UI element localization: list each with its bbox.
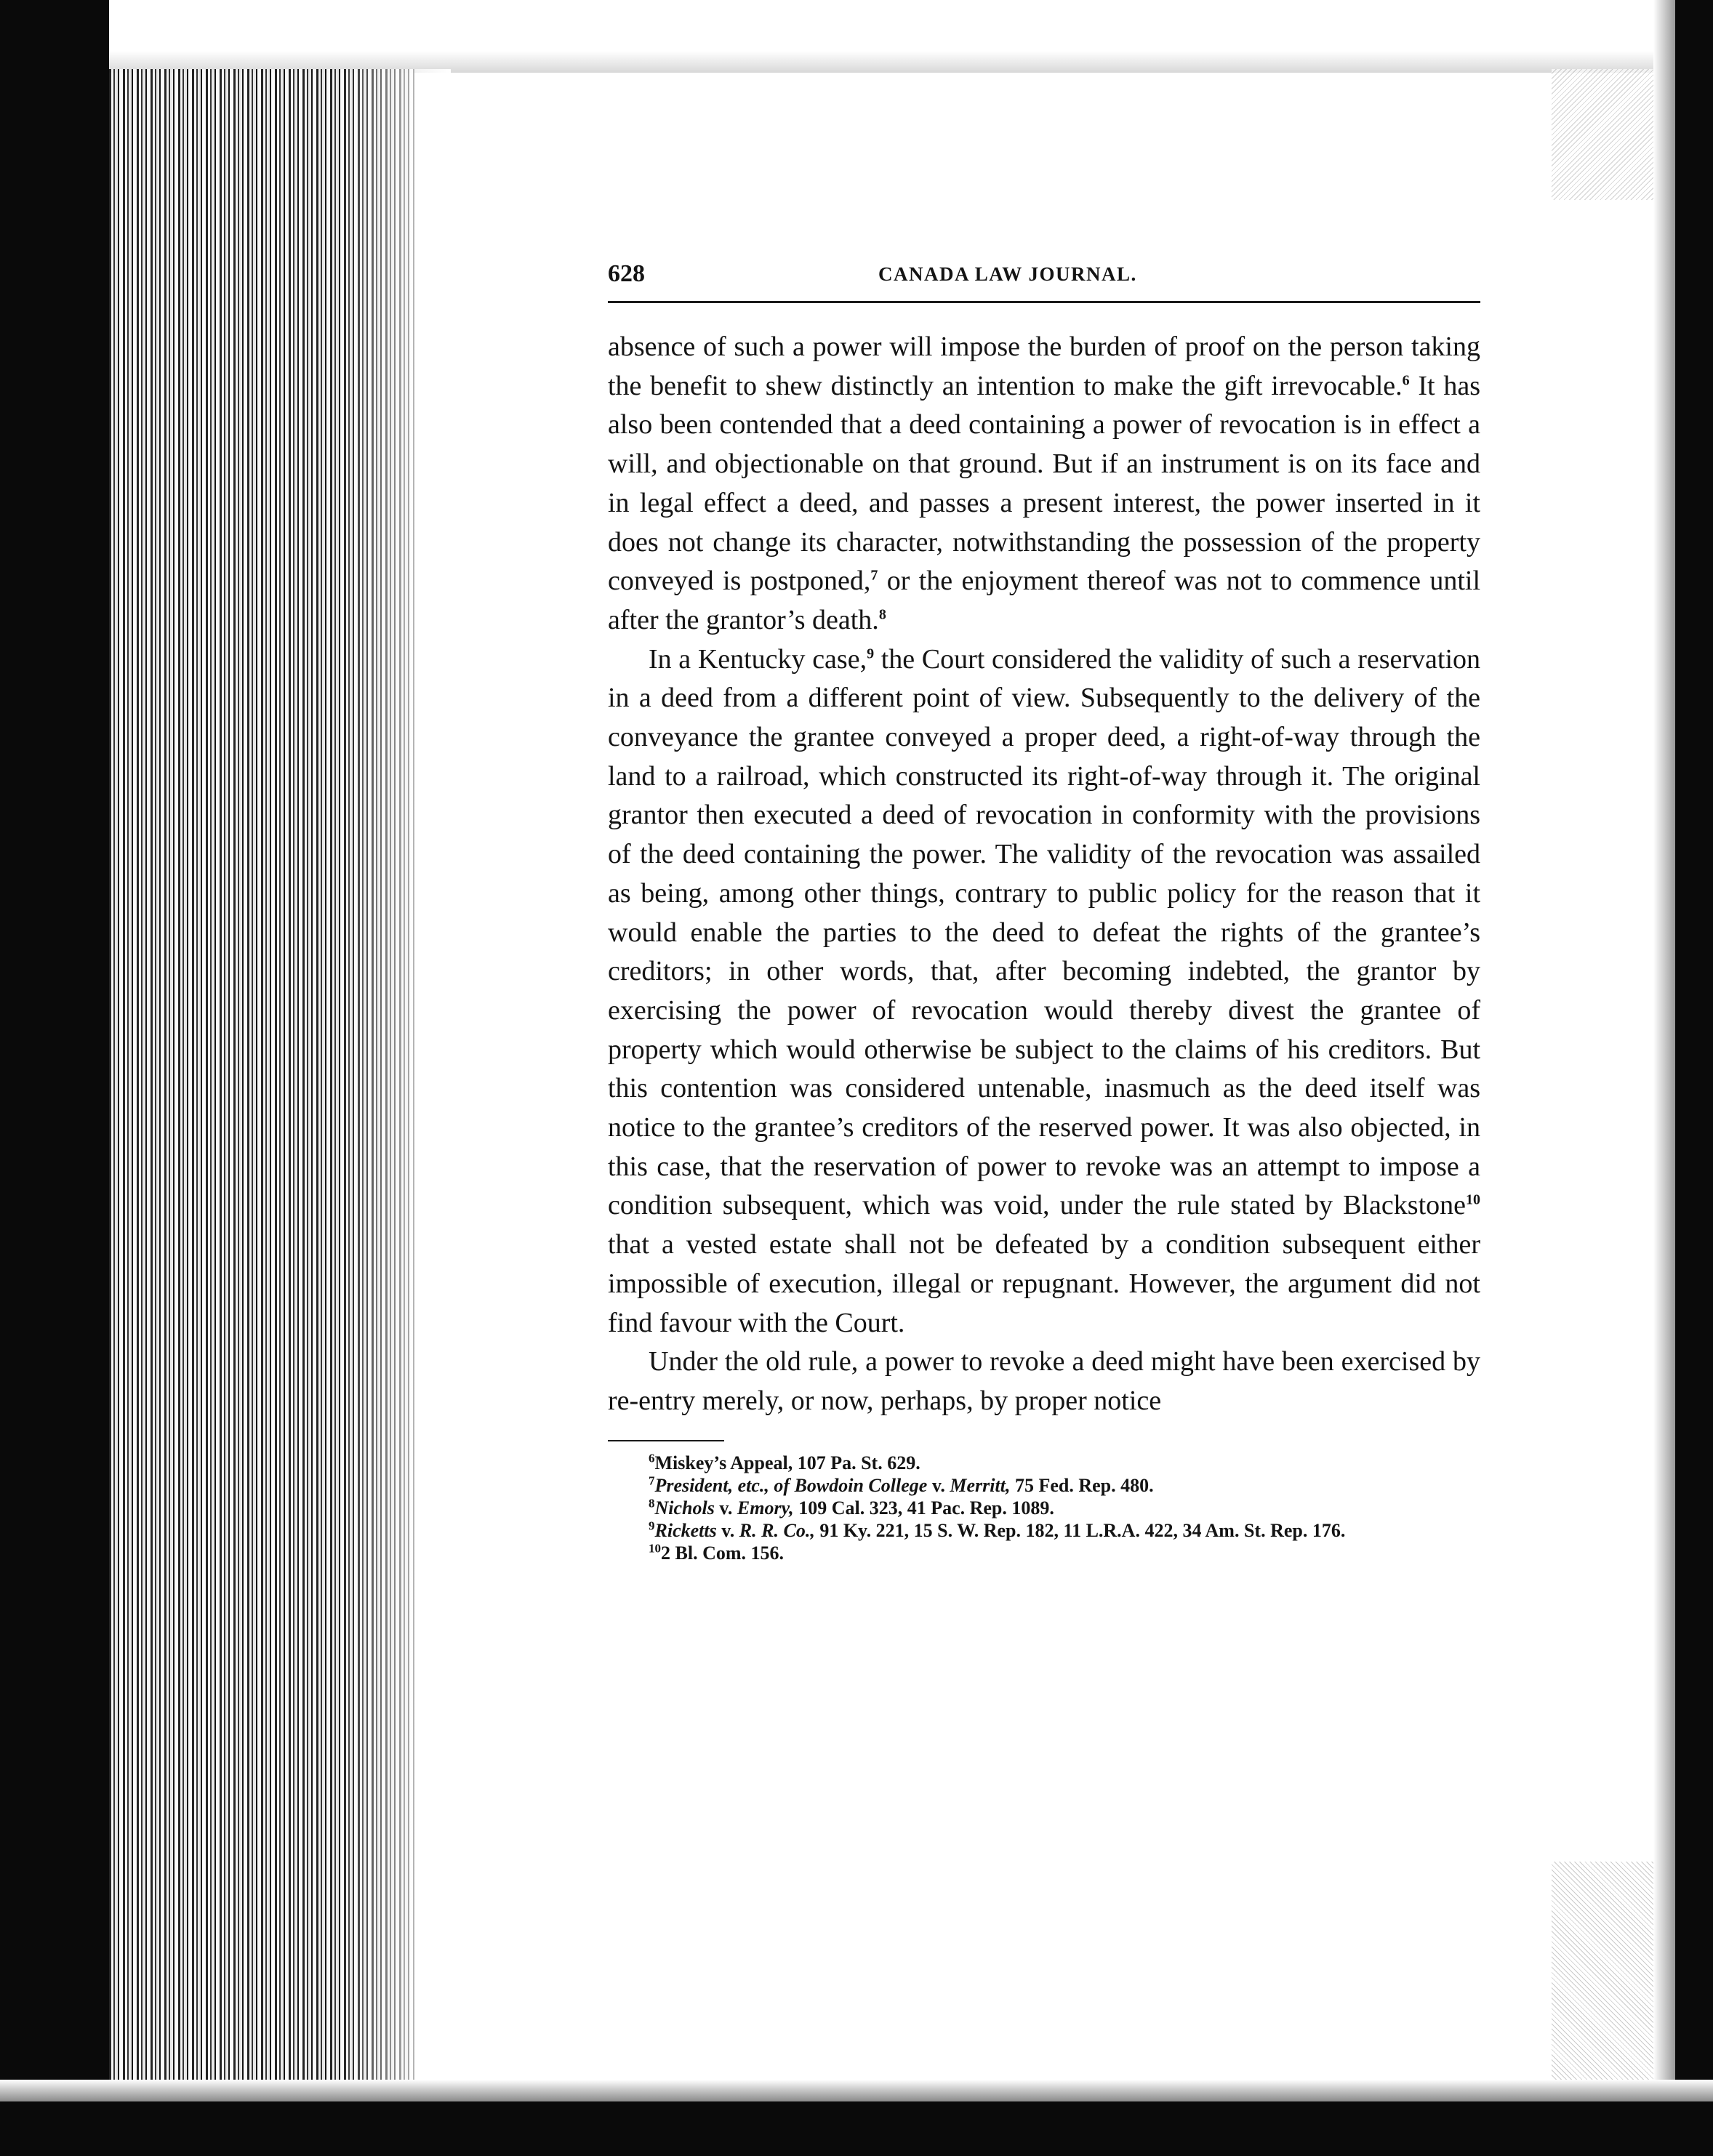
footnotes (608, 1452, 1480, 1564)
footnote-ref-7: 7 (870, 567, 878, 584)
running-head (608, 260, 1480, 298)
footnote-6: $^6$Miskey’s Appeal, 107 Pa. St. 629. (649, 1451, 920, 1473)
footnote-ref-10: 10 (1466, 1191, 1480, 1208)
paragraph-3: Under the old rule, a power to revoke a deed might have been exercised by re-entry merely, or now, perhaps, by proper notice (608, 1346, 1480, 1416)
gutter-shadow (342, 69, 451, 2119)
page-content (608, 260, 1480, 1564)
page-corner-top-right (1552, 69, 1653, 200)
header-rule (608, 301, 1480, 303)
paragraph-2: In a Kentucky case,$^9$ the Court considered the validity of such a reservation in a deed from a different point of view. Subsequently to the delivery of the conveyance the grantee conveyed a proper deed, a right-of-way through the land to a railroad, which constructed its right-of-way through it. The original grantor then executed a deed of revocation in conformity with the provisions of the deed containing the power. The validity of the revocation was assailed as being, among other things, contrary to public policy for the reason that it would enable the parties to the deed to defeat the rights of the grantee’s creditors; in other words, that, after becoming indebted, the grantor by exercising the power of revocation would thereby divest the grantee of property which would otherwise be subject to the claims of his creditors. But this contention was considered untenable, inasmuch as the deed itself was notice to the grantee’s creditors of the reserved power. It was also objected, in this case, that the reservation of power to revoke was an attempt to impose a condition subsequent, which was void, under the rule stated by Blackstone$^{10}$ that a vested estate shall not be defeated by a condition subsequent either impossible of execution, illegal or repugnant. However, the argument did not find favour with the Court. (608, 643, 1481, 1338)
footnote-10: $^{10}$2 Bl. Com. 156. (649, 1541, 784, 1564)
paragraph-1: absence of such a power will impose the burden of proof on the person taking the benefit to shew distinctly an intention to make the gift irrevocable.$^6$ It has also been contended that a deed containing a power of revocation is in effect a will, and objectionable on that ground. But if an instrument is on its face and in legal effect a deed, and passes a present interest, the power inserted in it does not change its character, notwithstanding the possession of the property conveyed is postponed,$^7$ or the enjoyment thereof was not to commence until after the grantor’s death.$^8$ (608, 331, 1481, 635)
scan-right-border (1675, 0, 1713, 2156)
footnote-7: $^7$President, etc., of Bowdoin College v. Merritt, 75 Fed. Rep. 480. (649, 1473, 1154, 1496)
footnote-9: $^9$Ricketts v. R. R. Co., 91 Ky. 221, 15 S. W. Rep. 182, 11 L.R.A. 422, 34 Am. St. Rep. 176. (649, 1519, 1346, 1541)
footnote-ref-6: 6 (1402, 372, 1410, 389)
scan-bottom-border (0, 2101, 1713, 2156)
page-number: 628 (608, 260, 645, 287)
scan-right-shadow (1653, 0, 1675, 2156)
footnote-rule (608, 1440, 724, 1441)
scan-left-border (0, 0, 109, 2156)
footnote-ref-8: 8 (878, 606, 886, 623)
scan-bottom-shadow (0, 2080, 1713, 2101)
scan-top-edge (0, 0, 1713, 73)
article-body (608, 328, 1480, 1421)
journal-title: CANADA LAW JOURNAL. (878, 263, 1137, 285)
page-corner-bottom-right (1552, 1862, 1653, 2080)
footnote-8: $^8$Nichols v. Emory, 109 Cal. 323, 41 Pac. Rep. 1089. (649, 1496, 1054, 1519)
footnote-ref-9: 9 (867, 645, 875, 661)
